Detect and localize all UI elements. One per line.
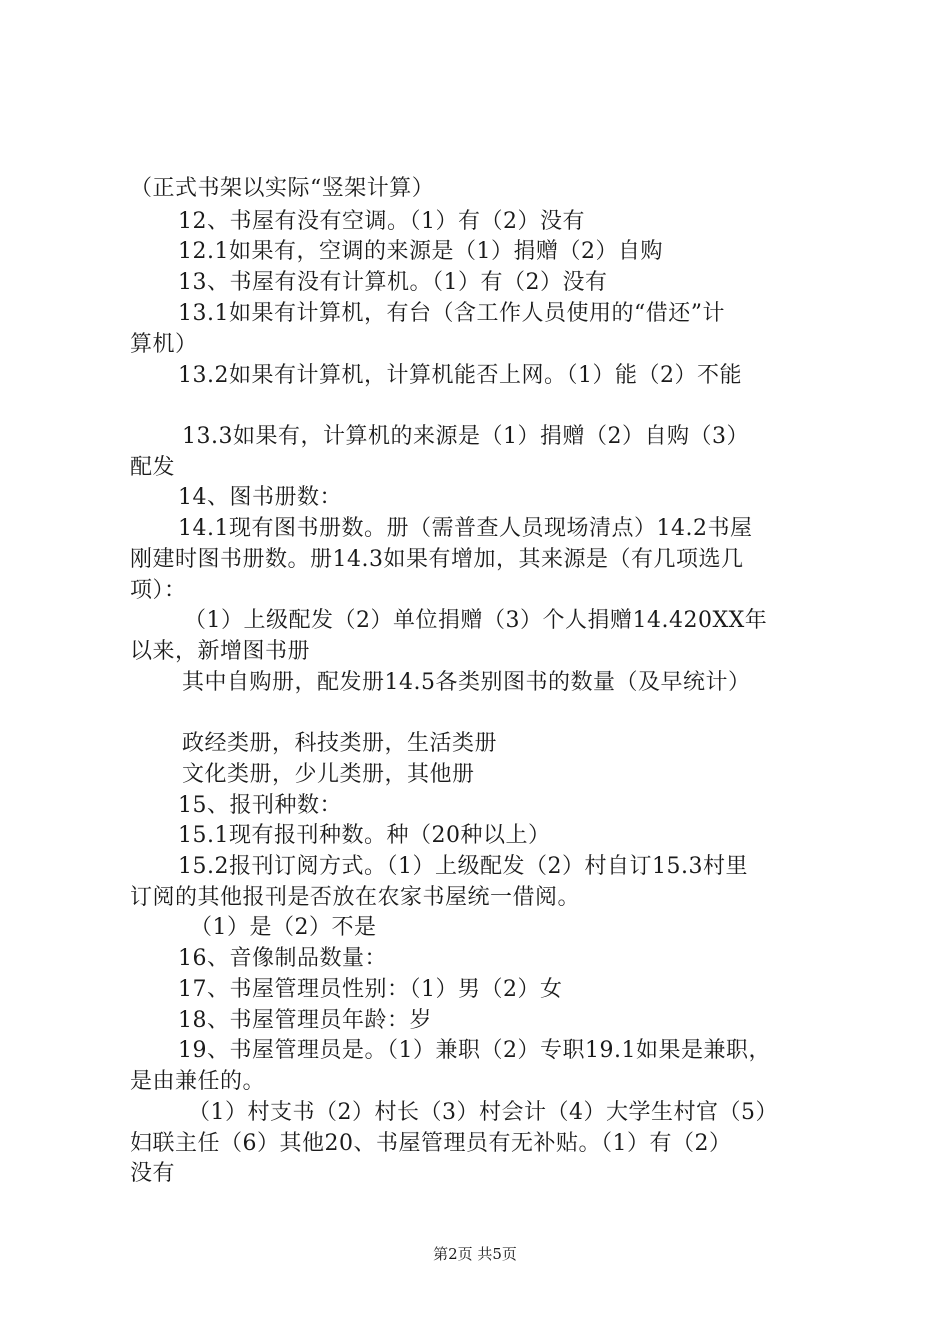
text-line-26: 18、书屋管理员年龄：岁 [178,1008,432,1033]
text-line-18: 文化类册，少儿类册，其他册 [182,762,475,787]
text-line-24: 16、音像制品数量： [178,946,387,971]
text-line-12: 刚建时图书册数。册14.3如果有增加，其来源是（有几项选几 [130,547,744,572]
text-line-4: 13、书屋有没有计算机。（1）有（2）没有 [178,270,608,295]
text-line-16: 其中自购册，配发册14.5各类别图书的数量（及早统计） [182,670,751,695]
text-line-2: 12、书屋有没有空调。（1）有（2）没有 [178,209,585,234]
text-line-9: 配发 [130,455,176,480]
text-line-1: （正式书架以实际“竖架计算） [130,176,435,201]
text-line-8: 13.3如果有，计算机的来源是（1）捐赠（2）自购（3） [182,424,749,449]
text-line-28: 是由兼任的。 [130,1069,266,1094]
text-line-19: 15、报刊种数： [178,793,342,818]
page-footer: 第2页 共5页 [433,1245,517,1263]
text-line-31: 没有 [130,1161,176,1186]
text-line-29: （1）村支书（2）村长（3）村会计（4）大学生村官（5） [188,1100,778,1125]
text-line-23: （1）是（2）不是 [190,915,377,940]
text-line-13: 项）： [130,578,187,603]
text-line-20: 15.1现有报刊种数。种（20种以上） [178,823,551,848]
text-line-10: 14、图书册数： [178,485,342,510]
text-line-25: 17、书屋管理员性别：（1）男（2）女 [178,977,563,1002]
text-line-6: 算机） [130,332,198,357]
text-line-21: 15.2报刊订阅方式。（1）上级配发（2）村自订15.3村里 [178,854,748,879]
text-line-11: 14.1现有图书册数。册（需普查人员现场清点）14.2书屋 [178,516,753,541]
text-line-5: 13.1如果有计算机，有台（含工作人员使用的“借还”计 [178,301,725,326]
text-line-30: 妇联主任（6）其他20、书屋管理员有无补贴。（1）有（2） [130,1131,732,1156]
text-line-17: 政经类册，科技类册，生活类册 [182,731,498,756]
text-line-22: 订阅的其他报刊是否放在农家书屋统一借阅。 [130,885,581,910]
text-line-15: 以来，新增图书册 [130,639,311,664]
text-line-27: 19、书屋管理员是。（1）兼职（2）专职19.1如果是兼职， [178,1038,771,1063]
text-line-3: 12.1如果有，空调的来源是（1）捐赠（2）自购 [178,239,663,264]
text-line-7: 13.2如果有计算机，计算机能否上网。（1）能（2）不能 [178,363,742,388]
text-line-14: （1）上级配发（2）单位捐赠（3）个人捐赠14.420XX年 [184,608,768,633]
